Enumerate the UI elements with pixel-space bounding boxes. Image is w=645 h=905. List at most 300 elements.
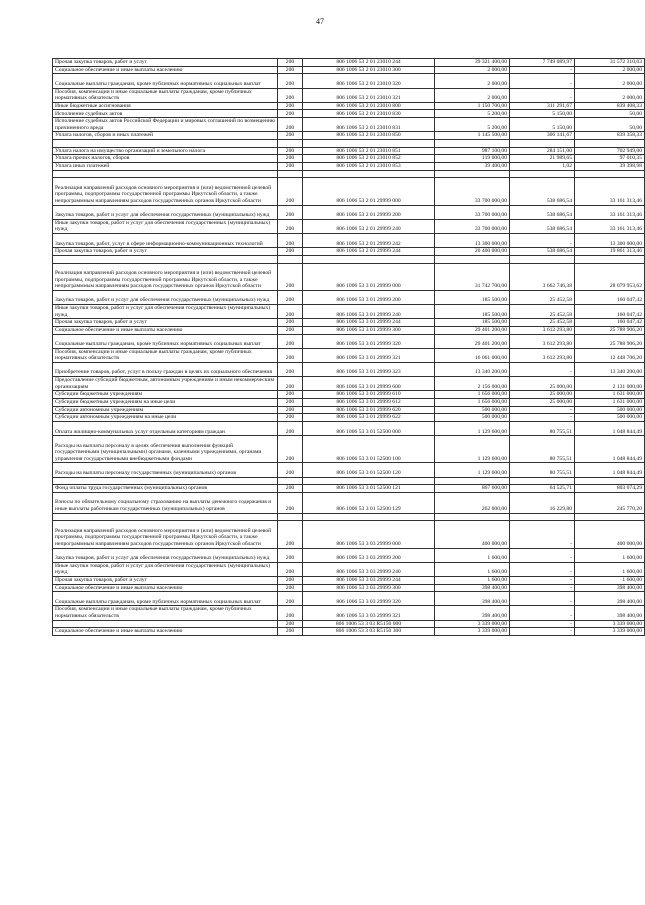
row-executed-amount-cell: -: [510, 66, 575, 74]
row-name-cell: Субсидии бюджетным учреждениям: [53, 391, 278, 399]
row-approved-amount-cell: [435, 255, 510, 263]
row-executed-amount-cell: 80 755,51: [510, 463, 575, 477]
table-row: [53, 74, 645, 88]
table-row: [53, 414, 645, 422]
row-code-cell: 200: [278, 74, 303, 88]
row-classification-cell: 806 1006 53 2 01 29999 244: [303, 248, 435, 256]
row-approved-amount-cell: 29 401 200,00: [435, 334, 510, 348]
row-executed-amount-cell: 25 000,00: [510, 391, 575, 399]
table-row: [53, 620, 645, 628]
row-classification-cell: 806 1006 53 3 03 29999 320: [303, 592, 435, 606]
row-code-cell: [278, 255, 303, 263]
row-remaining-amount-cell: 33 161 313,46: [575, 178, 645, 205]
row-classification-cell: 806 1006 53 3 01 29999 321: [303, 348, 435, 362]
row-remaining-amount-cell: 398 400,00: [575, 592, 645, 606]
row-code-cell: 200: [278, 219, 303, 233]
row-approved-amount-cell: 2 156 000,00: [435, 377, 510, 391]
table-row: [53, 576, 645, 584]
table-row: [53, 606, 645, 620]
row-code-cell: 200: [278, 406, 303, 414]
row-code-cell: 200: [278, 592, 303, 606]
row-approved-amount-cell: 1 656 000,00: [435, 391, 510, 399]
row-classification-cell: 806 1006 53 3 01 29999 612: [303, 398, 435, 406]
row-remaining-amount-cell: 500 000,00: [575, 406, 645, 414]
row-approved-amount-cell: 185 500,00: [435, 290, 510, 304]
row-executed-amount-cell: 5 150,00: [510, 110, 575, 118]
row-classification-cell: 806 1006 53 2 01 29999 200: [303, 205, 435, 219]
row-name-cell: Прочая закупка товаров, работ и услуг: [53, 319, 278, 327]
row-name-cell: Иные закупки товаров, работ и услуг для обеспечения государственных (муниципальных) нужд: [53, 562, 278, 576]
row-classification-cell: 806 1006 53 3 01 29999 244: [303, 319, 435, 327]
row-approved-amount-cell: 500 000,00: [435, 406, 510, 414]
row-classification-cell: [303, 140, 435, 148]
row-executed-amount-cell: 3 612 293,80: [510, 326, 575, 334]
row-code-cell: [278, 140, 303, 148]
row-remaining-amount-cell: 97 010,35: [575, 155, 645, 163]
table-row: [53, 290, 645, 304]
row-name-cell: Оплата жилищно-коммунальных услуг отдельным категориям граждан: [53, 422, 278, 436]
table-row: [53, 492, 645, 513]
row-approved-amount-cell: 119 000,00: [435, 155, 510, 163]
row-classification-cell: 806 1006 53 2 01 23010 831: [303, 118, 435, 132]
table-row: [53, 485, 645, 493]
row-executed-amount-cell: 538 686,54: [510, 178, 575, 205]
row-approved-amount-cell: 1 145 500,00: [435, 132, 510, 140]
row-executed-amount-cell: 5 150,00: [510, 118, 575, 132]
row-approved-amount-cell: 1 600,00: [435, 562, 510, 576]
row-classification-cell: 806 1006 53 3 01 29999 323: [303, 362, 435, 376]
row-remaining-amount-cell: 28 079 953,62: [575, 263, 645, 290]
row-classification-cell: 806 1006 53 2 01 23010 851: [303, 147, 435, 155]
row-code-cell: 200: [278, 521, 303, 548]
row-remaining-amount-cell: 160 047,42: [575, 304, 645, 318]
row-approved-amount-cell: 398 400,00: [435, 584, 510, 592]
row-code-cell: 200: [278, 628, 303, 636]
row-classification-cell: 806 1006 53 3 01 29999 320: [303, 334, 435, 348]
row-remaining-amount-cell: 13 300 000,00: [575, 234, 645, 248]
row-classification-cell: 806 1006 53 2 01 29999 240: [303, 219, 435, 233]
row-remaining-amount-cell: 398 400,00: [575, 584, 645, 592]
row-approved-amount-cell: 39 400,00: [435, 163, 510, 171]
row-name-cell: [53, 620, 278, 628]
row-classification-cell: 806 1006 53 2 01 23010 321: [303, 88, 435, 102]
row-executed-amount-cell: 3 612 293,80: [510, 348, 575, 362]
row-approved-amount-cell: 33 700 000,00: [435, 178, 510, 205]
row-classification-cell: 806 1006 53 3 03 R5150 000: [303, 620, 435, 628]
table-row: [53, 219, 645, 233]
row-code-cell: 200: [278, 620, 303, 628]
row-approved-amount-cell: 1 129 600,00: [435, 422, 510, 436]
table-row: [53, 255, 645, 263]
row-executed-amount-cell: -: [510, 606, 575, 620]
row-approved-amount-cell: 1 129 600,00: [435, 436, 510, 463]
row-executed-amount-cell: 64 525,71: [510, 485, 575, 493]
row-name-cell: [53, 140, 278, 148]
row-code-cell: 200: [278, 155, 303, 163]
row-approved-amount-cell: [435, 170, 510, 178]
row-name-cell: Уплата иных платежей: [53, 163, 278, 171]
table-row: [53, 304, 645, 318]
table-row: [53, 463, 645, 477]
row-name-cell: Иные бюджетные ассигнования: [53, 102, 278, 110]
row-remaining-amount-cell: 33 161 313,46: [575, 205, 645, 219]
row-name-cell: Закупка товаров, работ и услуг для обеспечения государственных (муниципальных) нужд: [53, 290, 278, 304]
row-classification-cell: 806 1006 53 3 01 52500 121: [303, 485, 435, 493]
row-code-cell: 200: [278, 147, 303, 155]
row-remaining-amount-cell: 3 339 000,00: [575, 628, 645, 636]
row-classification-cell: 806 1006 53 3 01 52500 000: [303, 422, 435, 436]
row-name-cell: [53, 170, 278, 178]
page-number: 47: [316, 17, 324, 26]
row-code-cell: 200: [278, 178, 303, 205]
row-code-cell: 200: [278, 562, 303, 576]
row-executed-amount-cell: 311 291,67: [510, 102, 575, 110]
row-classification-cell: 806 1006 53 2 01 23010 853: [303, 163, 435, 171]
table-row: [53, 263, 645, 290]
row-name-cell: Субсидии бюджетным учреждениям на иные цели: [53, 398, 278, 406]
row-classification-cell: 806 1006 53 3 03 29999 300: [303, 584, 435, 592]
row-approved-amount-cell: 398 400,00: [435, 606, 510, 620]
table-row: [53, 234, 645, 248]
row-name-cell: Уплата налога на имущество организаций и земельного налога: [53, 147, 278, 155]
row-remaining-amount-cell: 2 000,00: [575, 74, 645, 88]
row-classification-cell: 806 1006 53 3 01 29999 240: [303, 304, 435, 318]
row-code-cell: 200: [278, 492, 303, 513]
row-name-cell: Социальные выплаты гражданам, кроме публичных нормативных социальных выплат: [53, 74, 278, 88]
row-name-cell: Реализация направлений расходов основного мероприятия и (или) ведомственной целевой программы, подпрограммы государственной программы Иркутской области, а также непрограммным направлениям расходов государственных органов Иркутской области: [53, 263, 278, 290]
row-name-cell: Исполнение судебных актов Российской Федерации и мировых соглашений по возмещению причиненного вреда: [53, 118, 278, 132]
table-row: [53, 170, 645, 178]
table-row: [53, 406, 645, 414]
row-remaining-amount-cell: 702 949,00: [575, 147, 645, 155]
table-row: [53, 66, 645, 74]
row-executed-amount-cell: 538 686,54: [510, 219, 575, 233]
row-executed-amount-cell: -: [510, 406, 575, 414]
row-approved-amount-cell: 987 100,00: [435, 147, 510, 155]
row-approved-amount-cell: 185 500,00: [435, 304, 510, 318]
row-name-cell: Расходы на выплаты персоналу государственных (муниципальных) органов: [53, 463, 278, 477]
row-classification-cell: 806 1006 53 3 03 29999 000: [303, 521, 435, 548]
row-name-cell: [53, 255, 278, 263]
row-name-cell: Реализация направлений расходов основного мероприятия и (или) ведомственной целевой программы, подпрограммы государственной программы Иркутской области, а также непрограммным направлениям расходов государственных органов Иркутской области: [53, 178, 278, 205]
row-executed-amount-cell: 25 452,58: [510, 290, 575, 304]
row-approved-amount-cell: 262 000,00: [435, 492, 510, 513]
row-classification-cell: 806 1006 53 3 01 29999 000: [303, 263, 435, 290]
row-remaining-amount-cell: [575, 255, 645, 263]
row-code-cell: 200: [278, 248, 303, 256]
row-approved-amount-cell: 13 340 200,00: [435, 362, 510, 376]
row-executed-amount-cell: 284 151,00: [510, 147, 575, 155]
row-remaining-amount-cell: 3 339 000,00: [575, 620, 645, 628]
row-classification-cell: 806 1006 53 3 03 29999 200: [303, 548, 435, 562]
row-remaining-amount-cell: 803 074,29: [575, 485, 645, 493]
table-row: [53, 132, 645, 140]
row-remaining-amount-cell: 25 788 906,20: [575, 326, 645, 334]
row-executed-amount-cell: [510, 255, 575, 263]
row-code-cell: 200: [278, 436, 303, 463]
row-name-cell: Иные закупки товаров, работ и услуг для обеспечения государственных (муниципальных) нужд: [53, 304, 278, 318]
row-approved-amount-cell: 500 000,00: [435, 414, 510, 422]
row-remaining-amount-cell: 160 047,42: [575, 319, 645, 327]
row-executed-amount-cell: -: [510, 592, 575, 606]
row-approved-amount-cell: 5 200,00: [435, 118, 510, 132]
row-remaining-amount-cell: 31 572 310,03: [575, 59, 645, 67]
table-row: [53, 584, 645, 592]
row-approved-amount-cell: 398 400,00: [435, 592, 510, 606]
table-row: [53, 391, 645, 399]
table-row: [53, 334, 645, 348]
row-executed-amount-cell: 538 686,54: [510, 205, 575, 219]
row-executed-amount-cell: 25 000,00: [510, 398, 575, 406]
row-executed-amount-cell: -: [510, 562, 575, 576]
row-executed-amount-cell: -: [510, 414, 575, 422]
row-approved-amount-cell: 1 600,00: [435, 576, 510, 584]
row-remaining-amount-cell: 33 161 313,46: [575, 219, 645, 233]
row-name-cell: Расходы на выплаты персоналу в целях обеспечения выполнения функций государственными (муниципальными) органами, казенными учреждениями, органами управления государственными внебюджетными фондами: [53, 436, 278, 463]
row-approved-amount-cell: 1 150 700,00: [435, 102, 510, 110]
row-code-cell: 200: [278, 377, 303, 391]
row-approved-amount-cell: 400 000,00: [435, 521, 510, 548]
row-approved-amount-cell: 16 061 000,00: [435, 348, 510, 362]
row-remaining-amount-cell: 398 400,00: [575, 606, 645, 620]
row-classification-cell: 806 1006 53 3 01 52500 129: [303, 492, 435, 513]
table-row: [53, 140, 645, 148]
row-name-cell: Взносы по обязательному социальному страхованию на выплаты денежного содержания и иные выплаты работникам государственных (муниципальных) органов: [53, 492, 278, 513]
row-code-cell: 200: [278, 163, 303, 171]
row-name-cell: Исполнение судебных актов: [53, 110, 278, 118]
row-name-cell: Социальное обеспечение и иные выплаты населению: [53, 628, 278, 636]
row-name-cell: Закупка товаров, работ и услуг для обеспечения государственных (муниципальных) нужд: [53, 205, 278, 219]
row-executed-amount-cell: -: [510, 362, 575, 376]
row-code-cell: 200: [278, 485, 303, 493]
row-name-cell: Прочая закупка товаров, работ и услуг: [53, 576, 278, 584]
row-code-cell: 200: [278, 606, 303, 620]
row-approved-amount-cell: 1 129 600,00: [435, 463, 510, 477]
table-row: [53, 319, 645, 327]
table-row: [53, 548, 645, 562]
row-name-cell: Реализация направлений расходов основного мероприятия и (или) ведомственной целевой программы, подпрограммы государственной программы Иркутской области, а также непрограммным направлениям расходов государственных органов Иркутской области: [53, 521, 278, 548]
table-row: [53, 205, 645, 219]
row-classification-cell: 806 1006 53 2 01 23010 852: [303, 155, 435, 163]
table-row: [53, 521, 645, 548]
row-executed-amount-cell: 21 989,65: [510, 155, 575, 163]
row-approved-amount-cell: 3 339 000,00: [435, 620, 510, 628]
table-row: [53, 147, 645, 155]
row-code-cell: 200: [278, 88, 303, 102]
row-approved-amount-cell: [435, 140, 510, 148]
row-remaining-amount-cell: 50,00: [575, 110, 645, 118]
row-classification-cell: 806 1006 53 2 01 23010 850: [303, 132, 435, 140]
row-name-cell: [53, 477, 278, 485]
table-body: [53, 59, 645, 636]
row-executed-amount-cell: [510, 140, 575, 148]
row-approved-amount-cell: 1 600,00: [435, 548, 510, 562]
row-code-cell: 200: [278, 463, 303, 477]
row-remaining-amount-cell: [575, 170, 645, 178]
row-code-cell: 200: [278, 391, 303, 399]
row-remaining-amount-cell: 39 398,98: [575, 163, 645, 171]
row-name-cell: Социальные выплаты гражданам, кроме публичных нормативных социальных выплат: [53, 592, 278, 606]
row-code-cell: 200: [278, 422, 303, 436]
row-remaining-amount-cell: 1 048 844,49: [575, 463, 645, 477]
row-remaining-amount-cell: 50,00: [575, 118, 645, 132]
row-approved-amount-cell: 39 321 400,00: [435, 59, 510, 67]
row-executed-amount-cell: -: [510, 620, 575, 628]
row-remaining-amount-cell: [575, 477, 645, 485]
row-code-cell: 200: [278, 334, 303, 348]
row-name-cell: [53, 513, 278, 521]
row-remaining-amount-cell: 25 788 906,20: [575, 334, 645, 348]
row-code-cell: [278, 170, 303, 178]
row-name-cell: Субсидии автономным учреждениям: [53, 406, 278, 414]
row-executed-amount-cell: 80 755,51: [510, 422, 575, 436]
row-remaining-amount-cell: 1 600,00: [575, 576, 645, 584]
row-name-cell: Социальное обеспечение и иные выплаты населению: [53, 66, 278, 74]
row-executed-amount-cell: 25 452,58: [510, 319, 575, 327]
table-row: [53, 102, 645, 110]
row-approved-amount-cell: 29 401 200,00: [435, 326, 510, 334]
row-remaining-amount-cell: 1 600,00: [575, 562, 645, 576]
row-executed-amount-cell: 25 000,00: [510, 377, 575, 391]
row-remaining-amount-cell: 160 047,42: [575, 290, 645, 304]
row-classification-cell: [303, 477, 435, 485]
table-row: [53, 628, 645, 636]
row-remaining-amount-cell: 1 631 000,00: [575, 398, 645, 406]
row-remaining-amount-cell: 12 448 706,20: [575, 348, 645, 362]
table-row: [53, 362, 645, 376]
row-classification-cell: 806 1006 53 2 01 23010 830: [303, 110, 435, 118]
row-code-cell: 200: [278, 110, 303, 118]
row-name-cell: Предоставление субсидий бюджетным, автономным учреждениям и иным некоммерческим организациям: [53, 377, 278, 391]
row-classification-cell: 806 1006 53 2 01 23010 320: [303, 74, 435, 88]
budget-execution-table: [52, 58, 645, 636]
row-executed-amount-cell: 16 229,80: [510, 492, 575, 513]
row-code-cell: 200: [278, 548, 303, 562]
table-row: [53, 513, 645, 521]
row-executed-amount-cell: 306 141,67: [510, 132, 575, 140]
row-name-cell: Закупка товаров, работ, услуг в сфере информационно-коммуникационных технологий: [53, 234, 278, 248]
row-approved-amount-cell: 20 400 000,00: [435, 248, 510, 256]
row-remaining-amount-cell: 245 770,20: [575, 492, 645, 513]
row-approved-amount-cell: 185 500,00: [435, 319, 510, 327]
row-classification-cell: 806 1006 53 3 01 29999 610: [303, 391, 435, 399]
table-row: [53, 377, 645, 391]
row-classification-cell: 806 1006 53 3 03 R5150 300: [303, 628, 435, 636]
row-executed-amount-cell: 3 612 293,80: [510, 334, 575, 348]
row-code-cell: 200: [278, 290, 303, 304]
row-name-cell: Уплата прочих налогов, сборов: [53, 155, 278, 163]
row-executed-amount-cell: -: [510, 88, 575, 102]
table-row: [53, 59, 645, 67]
row-name-cell: Субсидии автономным учреждениям на иные цели: [53, 414, 278, 422]
row-classification-cell: 806 1006 53 3 01 52500 100: [303, 436, 435, 463]
row-code-cell: 200: [278, 319, 303, 327]
row-remaining-amount-cell: 1 631 000,00: [575, 391, 645, 399]
row-code-cell: 200: [278, 414, 303, 422]
row-name-cell: Социальные выплаты гражданам, кроме публичных нормативных социальных выплат: [53, 334, 278, 348]
row-name-cell: Закупка товаров, работ и услуг для обеспечения государственных (муниципальных) нужд: [53, 548, 278, 562]
row-remaining-amount-cell: 19 861 313,46: [575, 248, 645, 256]
row-code-cell: 200: [278, 205, 303, 219]
row-code-cell: 200: [278, 576, 303, 584]
row-code-cell: 200: [278, 362, 303, 376]
row-classification-cell: 806 1006 53 3 01 29999 200: [303, 290, 435, 304]
table-row: [53, 110, 645, 118]
row-name-cell: Прочая закупка товаров, работ и услуг: [53, 59, 278, 67]
row-classification-cell: [303, 255, 435, 263]
row-name-cell: Пособия, компенсации и иные социальные выплаты гражданам, кроме публичных нормативных обязательств: [53, 348, 278, 362]
row-approved-amount-cell: [435, 477, 510, 485]
row-code-cell: 200: [278, 59, 303, 67]
row-executed-amount-cell: -: [510, 576, 575, 584]
row-classification-cell: 806 1006 53 2 01 23010 244: [303, 59, 435, 67]
row-name-cell: Приобретение товаров, работ, услуг в пользу граждан в целях их социального обеспечения: [53, 362, 278, 376]
table-row: [53, 163, 645, 171]
row-approved-amount-cell: 2 000,00: [435, 88, 510, 102]
row-classification-cell: [303, 170, 435, 178]
row-executed-amount-cell: -: [510, 234, 575, 248]
table-row: [53, 118, 645, 132]
row-classification-cell: 806 1006 53 3 01 29999 622: [303, 414, 435, 422]
row-executed-amount-cell: [510, 513, 575, 521]
row-remaining-amount-cell: 2 131 000,00: [575, 377, 645, 391]
table-row: [53, 477, 645, 485]
table-row: [53, 398, 645, 406]
row-classification-cell: 806 1006 53 3 01 52500 120: [303, 463, 435, 477]
row-name-cell: Социальное обеспечение и иные выплаты населению: [53, 326, 278, 334]
row-remaining-amount-cell: 2 000,00: [575, 66, 645, 74]
row-approved-amount-cell: 5 200,00: [435, 110, 510, 118]
row-remaining-amount-cell: 1 048 844,49: [575, 436, 645, 463]
row-name-cell: Иные закупки товаров, работ и услуг для обеспечения государственных (муниципальных) нужд: [53, 219, 278, 233]
row-code-cell: 200: [278, 132, 303, 140]
row-remaining-amount-cell: 1 600,00: [575, 548, 645, 562]
row-executed-amount-cell: [510, 170, 575, 178]
row-executed-amount-cell: -: [510, 548, 575, 562]
row-remaining-amount-cell: 500 000,00: [575, 414, 645, 422]
row-name-cell: Пособия, компенсации и иные социальные выплаты гражданам, кроме публичных нормативных обязательств: [53, 88, 278, 102]
row-classification-cell: 806 1006 53 3 01 29999 300: [303, 326, 435, 334]
row-code-cell: 200: [278, 118, 303, 132]
row-classification-cell: 806 1006 53 3 03 29999 321: [303, 606, 435, 620]
row-approved-amount-cell: 1 656 000,00: [435, 398, 510, 406]
row-approved-amount-cell: 31 742 700,00: [435, 263, 510, 290]
row-code-cell: 200: [278, 584, 303, 592]
row-executed-amount-cell: [510, 477, 575, 485]
row-name-cell: Уплата налогов, сборов и иных платежей: [53, 132, 278, 140]
row-remaining-amount-cell: 839 408,33: [575, 102, 645, 110]
table-row: [53, 88, 645, 102]
row-executed-amount-cell: -: [510, 584, 575, 592]
row-code-cell: [278, 477, 303, 485]
table-row: [53, 422, 645, 436]
row-code-cell: 200: [278, 102, 303, 110]
row-classification-cell: 806 1006 53 2 01 29999 242: [303, 234, 435, 248]
row-executed-amount-cell: 1,02: [510, 163, 575, 171]
table-row: [53, 348, 645, 362]
row-approved-amount-cell: 2 000,00: [435, 74, 510, 88]
row-name-cell: Фонд оплаты труда государственных (муниципальных) органов: [53, 485, 278, 493]
row-code-cell: 200: [278, 348, 303, 362]
row-approved-amount-cell: [435, 513, 510, 521]
row-classification-cell: [303, 513, 435, 521]
row-remaining-amount-cell: 1 048 844,49: [575, 422, 645, 436]
row-classification-cell: 806 1006 53 3 01 29999 620: [303, 406, 435, 414]
row-approved-amount-cell: 33 700 000,00: [435, 205, 510, 219]
table-row: [53, 248, 645, 256]
row-code-cell: [278, 513, 303, 521]
row-remaining-amount-cell: 2 000,00: [575, 88, 645, 102]
